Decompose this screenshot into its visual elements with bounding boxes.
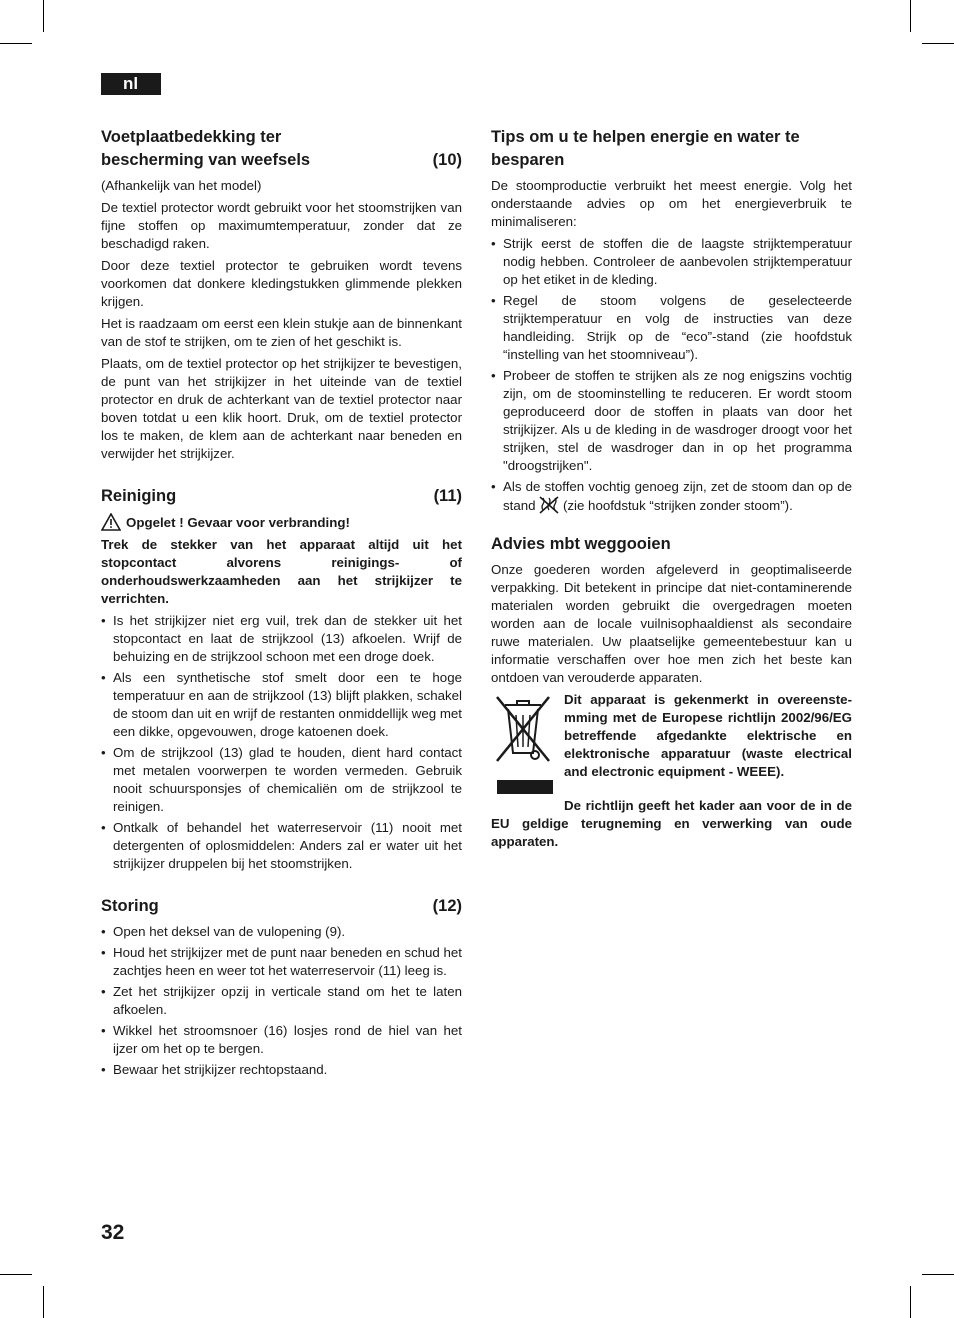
title-line-1: Voetplaatbedekking ter: [101, 128, 282, 146]
section-title: [101, 126, 462, 172]
warning-line: [101, 513, 462, 531]
right-column: [491, 126, 852, 869]
weee-text: Dit apparaat is gekenmerkt in overeenste-mming met de Europese richtlijn 2002/96/EG betreffende afgedankte elektrische en elektronische apparatuur (waste electrical and electronic equipment - WEEE).: [564, 692, 852, 779]
no-steam-icon: [539, 496, 559, 514]
bold-paragraph: Trek de stekker van het apparaat altijd uit het stopcontact alvorens reinigings- of onderhoudswerkzaamheden aan het strijkijzer te verrichten.: [101, 537, 462, 606]
list-item: • Bewaar het strijkijzer rechtopstaand.: [101, 1061, 462, 1079]
paragraph: De stoomproductie verbruikt het meest energie. Volg het onderstaande advies op om het energieverbruik te minimaliseren:: [491, 178, 852, 229]
section-title: Tips om u te helpen energie en water te besparen: [491, 128, 800, 169]
language-tag: nl: [101, 73, 161, 95]
section-storage: [101, 895, 462, 1079]
list-item: • Houd het strijkijzer met de punt naar beneden en schud het zachtjes heen en weer tot het waterreservoir (11) leeg is.: [101, 944, 462, 980]
list-item: [491, 478, 852, 515]
weee-icon-wrap: [491, 691, 557, 794]
section-disposal: [491, 533, 852, 851]
section-number: (12): [432, 897, 462, 915]
paragraph: Het is raadzaam om eerst een klein stukje aan de binnenkant van de stof te strijken, om te zien of het geschikt is.: [101, 316, 462, 349]
warning-text: Opgelet ! Gevaar voor verbranding!: [126, 514, 350, 530]
list-item: • Strijk eerst de stoffen die de laagste strijktemperatuur nodig hebben. Controleer de aanbevolen strijktemperatuur op het etiket in de kleding.: [491, 235, 852, 289]
list-item: • Zet het strijkijzer opzij in verticale stand om het te laten afkoelen.: [101, 983, 462, 1019]
bullet-list: [491, 235, 852, 515]
crop-mark: [43, 1286, 44, 1318]
bullet-list: [101, 923, 462, 1079]
list-item: • Om de strijkzool (13) glad te houden, dient hard contact met metalen voorwerpen te worden vermeden. Gebruik nooit schuursponsjes of chemicaliën om de strijkzool te reinigen.: [101, 744, 462, 816]
crossed-bin-icon: [491, 693, 555, 765]
section-number: (10): [432, 151, 462, 169]
paragraph: Onze goederen worden afgeleverd in geoptimaliseerde verpakking. Dit betekent in principe dat niet-contaminerende materialen worden gebruikt die overgedragen moeten worden aan de locale vuilnisophaaldienst als secondaire ruwe materialen. Uw plaatselijke gemeentebestuur kan u informatie verschaffen over hoe men zich het beste kan ontdoen van verouderde apparaten.: [491, 562, 852, 685]
title-line-2: bescherming van weefsels: [101, 151, 311, 169]
section-textile-protector: [101, 126, 462, 463]
list-item: • Als een synthetische stof smelt door een te hoge temperatuur en aan de strijkzool (13) blijft plakken, schakel de stoom dan uit en wrijf de restanten onmiddellijk weg met een dikke, opgevouwen, droge katoenen doek.: [101, 669, 462, 741]
list-item-text-a: Als de stoffen vochtig genoeg zijn, zet de stoom dan op de stand: [503, 479, 852, 513]
section-energy-tips: [491, 126, 852, 515]
left-column: [101, 126, 462, 1097]
section-title: Advies mbt weggooien: [491, 535, 671, 553]
list-item: • Open het deksel van de vulopening (9).: [101, 923, 462, 941]
title-text: Storing: [101, 897, 159, 915]
weee-block: [491, 691, 852, 794]
crop-mark: [910, 1286, 911, 1318]
paragraph: Plaats, om de textiel protector op het strijkijzer te bevestigen, de punt van het strijkijzer in het uiteinde van de textiel protector en druk de achterkant van de textiel protector naar boven totdat u een klik hoort. Druk, om de textiel protector los te maken, de klem aan de achterkant naar beneden en verwijder het strijkijzer.: [101, 356, 462, 461]
list-item: • Probeer de stoffen te strijken als ze nog enigszins vochtig zijn, om de stoominstelling te reduceren. Er wordt stoom geproduceerd door de stoffen in plaats van door het strijkijzer. Als u de kleding in de wasdroger droogt voor het strijken, stel de wasdroger dan in op het programma "droogstrijken".: [491, 367, 852, 475]
bullet-list: [101, 612, 462, 873]
section-number: (11): [433, 487, 462, 505]
paragraph: (Afhankelijk van het model): [101, 178, 262, 193]
crop-mark: [0, 1274, 32, 1275]
crop-mark: [922, 43, 954, 44]
list-item: • Is het strijkijzer niet erg vuil, trek dan de stekker uit het stopcontact en laat de strijkzool (13) afkoelen. Wrijf de behuizing en de strijkzool schoon met een droge doek.: [101, 612, 462, 666]
page-number: 32: [101, 1221, 125, 1244]
section-title: [101, 485, 462, 508]
crop-mark: [43, 0, 44, 32]
warning-icon: [101, 513, 121, 531]
crop-mark: [0, 43, 32, 44]
section-title: [101, 895, 462, 918]
crop-mark: [910, 0, 911, 32]
list-item: • Ontkalk of behandel het waterreservoir (11) nooit met detergenten of oplosmiddelen: Anders zal er water uit het strijkijzer druppelen bij het stoomstrijken.: [101, 819, 462, 873]
list-item-text-b: (zie hoofdstuk “strijken zonder stoom”).: [562, 498, 793, 513]
crop-mark: [922, 1274, 954, 1275]
list-item: • Wikkel het stroomsnoer (16) losjes rond de hiel van het ijzer om het op te bergen.: [101, 1022, 462, 1058]
list-item: • Regel de stoom volgens de geselecteerde strijktemperatuur en volg de instructies van deze handleiding. Strijk op de “eco”-stand (zie hoofdstuk “instelling van het stoomniveau”).: [491, 292, 852, 364]
final-paragraph: De richtlijn geeft het kader aan voor de in de EU geldige terugneming en verwerking van oude apparaten.: [491, 798, 852, 849]
weee-bar: [497, 780, 553, 794]
paragraph: De textiel protector wordt gebruikt voor het stoomstrijken van fijne stoffen op maximumtemperatuur, zonder dat ze beschadigd raken.: [101, 200, 462, 251]
section-cleaning: [101, 485, 462, 873]
paragraph: Door deze textiel protector te gebruiken wordt tevens voorkomen dat donkere kledingstukken glimmende plekken krijgen.: [101, 258, 462, 309]
title-text: Reiniging: [101, 487, 177, 505]
